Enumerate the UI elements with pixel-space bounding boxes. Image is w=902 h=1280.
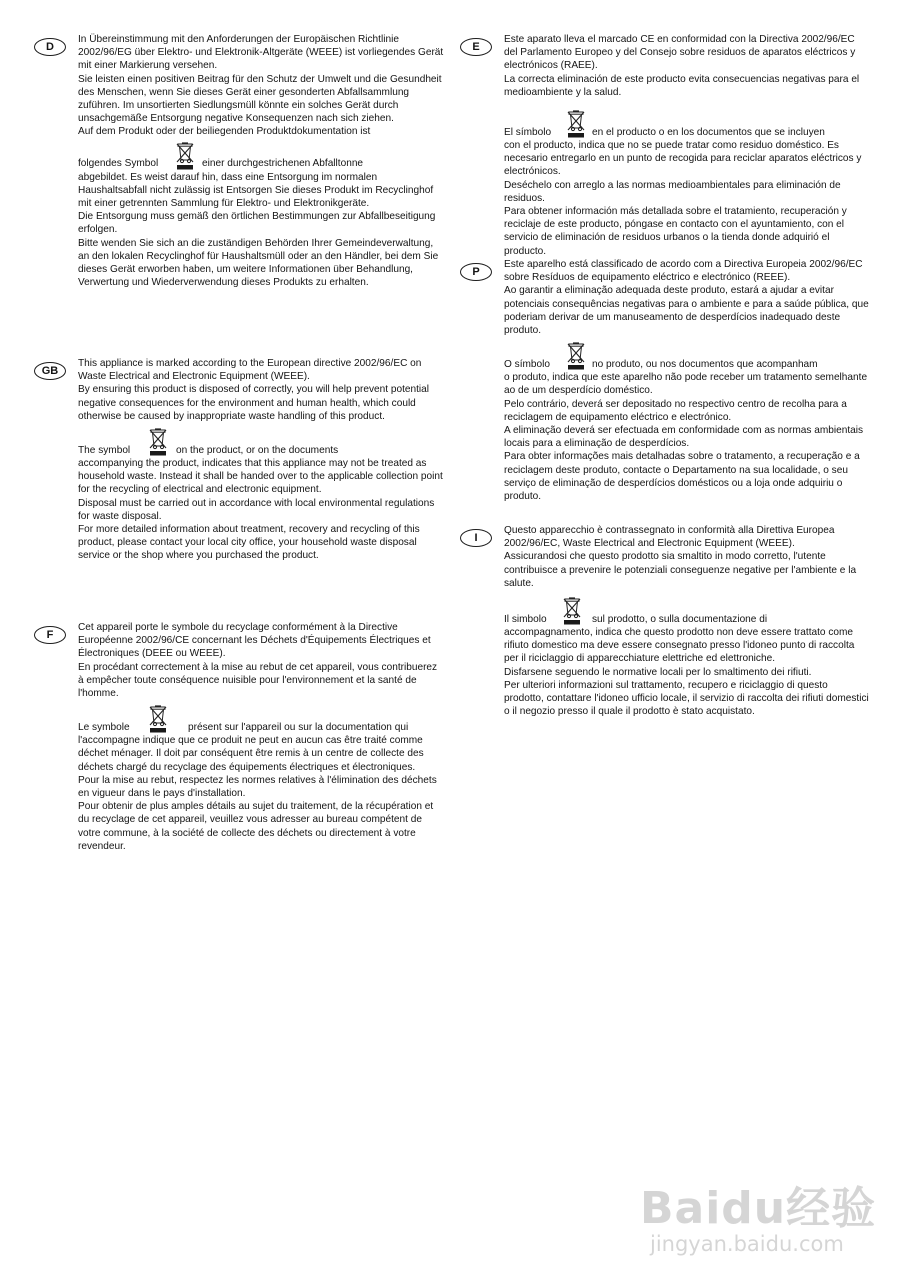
gb-paragraph-5: For more detailed information about treatment, recovery and recycling of this product, please contact your local city office, your household waste disposal service or the shop where you purchased the product. <box>78 524 420 562</box>
es-paragraph-3: con el producto, indica que no se puede tratar como residuo doméstico. Es necesario entregarlo en un punto de recogida para reciclar aparatos eléctricos y electrónicos. <box>504 140 862 178</box>
it-paragraph-3: accompagnamento, indica che questo prodotto non deve essere trattato come rifiuto domestico ma deve essere consegnato presso l'idoneo punto di raccolta per il riciclaggio di apparecchiature elettriche ed elettroniche. <box>504 627 855 665</box>
fr-paragraph-3: l'accompagne indique que ce produit ne peut en aucun cas être traité comme déchet ménager. Il doit par conséquent être remis à un centre de collecte des déchets chargé du recyclage des équipements électriques et électroniques. <box>78 735 424 773</box>
weee-bin-icon <box>562 596 582 626</box>
pt-paragraph-2: Ao garantir a eliminação adequada deste produto, estará a ajudar a evitar potenciais consequências negativas para o ambiente e para a saúde pública, que poderiam derivar de um manuseamento de desperdícios inadequado deste produto. <box>504 285 869 337</box>
gb-paragraph-3: accompanying the product, indicates that this appliance may not be treated as household waste. Instead it shall be handed over to the applicable collection point for the recycling of electrical and electronic equipment. <box>78 458 443 496</box>
it-paragraph-2: Assicurandosi che questo prodotto sia smaltito in modo corretto, l'utente contribuisce a prevenire le potenziali conseguenze negative per l'ambiente e la salute. <box>504 551 857 589</box>
it-paragraph-1: Questo apparecchio è contrassegnato in conformità alla Direttiva Europea 2002/96/EC, Waste Electrical and Electronic Equipment (WEEE). <box>504 525 835 550</box>
it-paragraph-4: Disfarsene seguendo le normative locali per lo smaltimento dei rifiuti. <box>504 666 812 678</box>
it-symbol-label: Il simbolo <box>504 613 547 625</box>
pt-paragraph-1: Este aparelho está classificado de acordo com a Directiva Europeia 2002/96/EC sobre Resíduos de equipamento eléctrico e electrónico (REEE). <box>504 259 863 284</box>
de-symbol-text: einer durchgestrichenen Abfalltonne <box>202 158 364 170</box>
weee-bin-icon <box>148 427 168 457</box>
de-symbol-label: folgendes Symbol <box>78 158 159 170</box>
pt-symbol-text: no produto, ou nos documentos que acompanham <box>592 359 818 371</box>
fr-paragraph-2: En procédant correctement à la mise au rebut de cet appareil, vous contribuerez à empêcher toute conséquence nuisible pour l'environnement et la santé de l'homme. <box>78 661 438 700</box>
weee-bin-icon <box>566 341 586 371</box>
weee-bin-icon <box>566 109 586 139</box>
watermark-logo: Baidu经验 <box>640 1183 877 1234</box>
es-paragraph-5: Para obtener información más detallada sobre el tratamiento, recuperación y reciclaje de este producto, póngase en contacto con el ayuntamiento, con el servicio de eliminación de residuos urbanos o la tienda donde adquirió el producto. <box>504 206 847 257</box>
language-badge-pt: P <box>460 263 492 281</box>
de-paragraph-3: Auf dem Produkt oder der beiliegenden Produktdokumentation ist <box>78 126 371 138</box>
pt-paragraph-4: Pelo contrário, deverá ser depositado no respectivo centro de recolha para a reciclagem de equipamento eléctrico e electrónico. <box>504 398 847 423</box>
language-badge-es: E <box>460 38 492 56</box>
de-paragraph-1: In Übereinstimmung mit den Anforderungen der Europäischen Richtlinie 2002/96/EG über Elektro- und Elektronik-Altgeräte (WEEE) ist vorliegendes Gerät mit einer Markierung versehen. <box>78 34 444 72</box>
pt-paragraph-3: o produto, indica que este aparelho não pode receber um tratamento semelhante ao de um desperdício doméstico. <box>504 372 868 397</box>
es-paragraph-4: Deséchelo con arreglo a las normas medioambientales para eliminación de residuos. <box>504 179 841 204</box>
pt-symbol-label: O símbolo <box>504 359 550 371</box>
de-paragraph-2: Sie leisten einen positiven Beitrag für den Schutz der Umwelt und die Gesundheit des Menschen, wenn Sie dieses Gerät einer gesonderten Abfallsammlung zuführen. Im unsortierten Siedlungsmüll könnte ein solches Gerät durch unsachgemäße Entsorgung negative Konsequenzen nach sich ziehen. <box>78 73 442 125</box>
pt-paragraph-6: Para obter informações mais detalhadas sobre o tratamento, a recuperação e a reciclagem deste produto, contacte o Departamento na sua localidade, o seu serviço de eliminação de desperdícios domésticos ou a loja onde adquiriu o produto. <box>504 451 860 503</box>
fr-symbol-label: Le symbole <box>78 722 130 734</box>
fr-paragraph-1: Cet appareil porte le symbole du recyclage conformément à la Directive Européenne 2002/96/CE concernant les Déchets d'Équipements Électriques et Électroniques (DEEE ou WEEE). <box>78 622 431 660</box>
language-badge-de: D <box>34 38 66 56</box>
language-badge-gb: GB <box>34 362 66 380</box>
fr-paragraph-5: Pour obtenir de plus amples détails au sujet du traitement, de la récupération et du recyclage de cet appareil, veuillez vous adresser au bureau compétent de votre commune, à la société de collecte des déchets ou directement à votre revendeur. <box>78 801 434 852</box>
gb-paragraph-4: Disposal must be carried out in accordance with local environmental regulations for waste disposal. <box>78 497 435 522</box>
gb-symbol-text: on the product, or on the documents <box>176 444 339 456</box>
fr-symbol-text: présent sur l'appareil ou sur la documentation qui <box>188 722 409 734</box>
gb-paragraph-2: By ensuring this product is disposed of correctly, you will help prevent potential negative consequences for the environment and human health, which could otherwise be caused by inappropriate waste handling of this product. <box>78 384 430 422</box>
de-paragraph-6: Bitte wenden Sie sich an die zuständigen Behörden Ihrer Gemeindeverwaltung, an den lokalen Recyclinghof für Haushaltsmüll oder an den Händler, bei dem Sie dieses Gerät erworben haben, um weitere Informationen über Behandlung, Verwertung und Wiederverwendung dieses Produkts zu erhalten. <box>78 237 439 289</box>
language-badge-it: I <box>460 529 492 547</box>
it-symbol-text: sul prodotto, o sulla documentazione di <box>592 613 768 625</box>
es-paragraph-2: La correcta eliminación de este producto evita consecuencias negativas para el medioambiente y la salud. <box>504 73 860 98</box>
es-paragraph-1: Este aparato lleva el marcado CE en conformidad con la Directiva 2002/96/EC del Parlamento Europeo y del Consejo sobre residuos de aparatos eléctricos y electrónicos (RAEE). <box>504 34 856 72</box>
it-paragraph-5: Per ulteriori informazioni sul trattamento, recupero e riciclaggio di questo prodotto, contattare l'idoneo ufficio locale, il servizio di raccolta dei rifiuti domestici o il negozio presso il quale il prodotto è stato acquistato. <box>504 679 869 718</box>
gb-symbol-label: The symbol <box>78 444 131 456</box>
es-symbol-label: El símbolo <box>504 126 552 138</box>
baidu-watermark <box>640 1172 880 1270</box>
weee-bin-icon <box>148 704 168 734</box>
weee-bin-icon <box>175 141 195 171</box>
language-badge-fr: F <box>34 626 66 644</box>
de-paragraph-4: abgebildet. Es weist darauf hin, dass eine Entsorgung im normalen Haushaltsabfall nicht zulässig ist Entsorgen Sie dieses Produkt im Recyclinghof mit einer getrennten Sammlung für Elektro- und Elektronikgeräte. <box>78 171 434 210</box>
gb-paragraph-1: This appliance is marked according to the European directive 2002/96/EC on Waste Electrical and Electronic Equipment (WEEE). <box>78 358 422 383</box>
fr-paragraph-4: Pour la mise au rebut, respectez les normes relatives à l'élimination des déchets en vigueur dans le pays d'installation. <box>78 774 437 800</box>
pt-paragraph-5: A eliminação deverá ser efectuada em conformidade com as normas ambientais locais para a eliminação de desperdícios. <box>504 425 864 450</box>
watermark-url: jingyan.baidu.com <box>650 1232 844 1256</box>
de-paragraph-5: Die Entsorgung muss gemäß den örtlichen Bestimmungen zur Abfallbeseitigung erfolgen. <box>78 211 436 236</box>
es-symbol-text: en el producto o en los documentos que se incluyen <box>592 126 825 138</box>
